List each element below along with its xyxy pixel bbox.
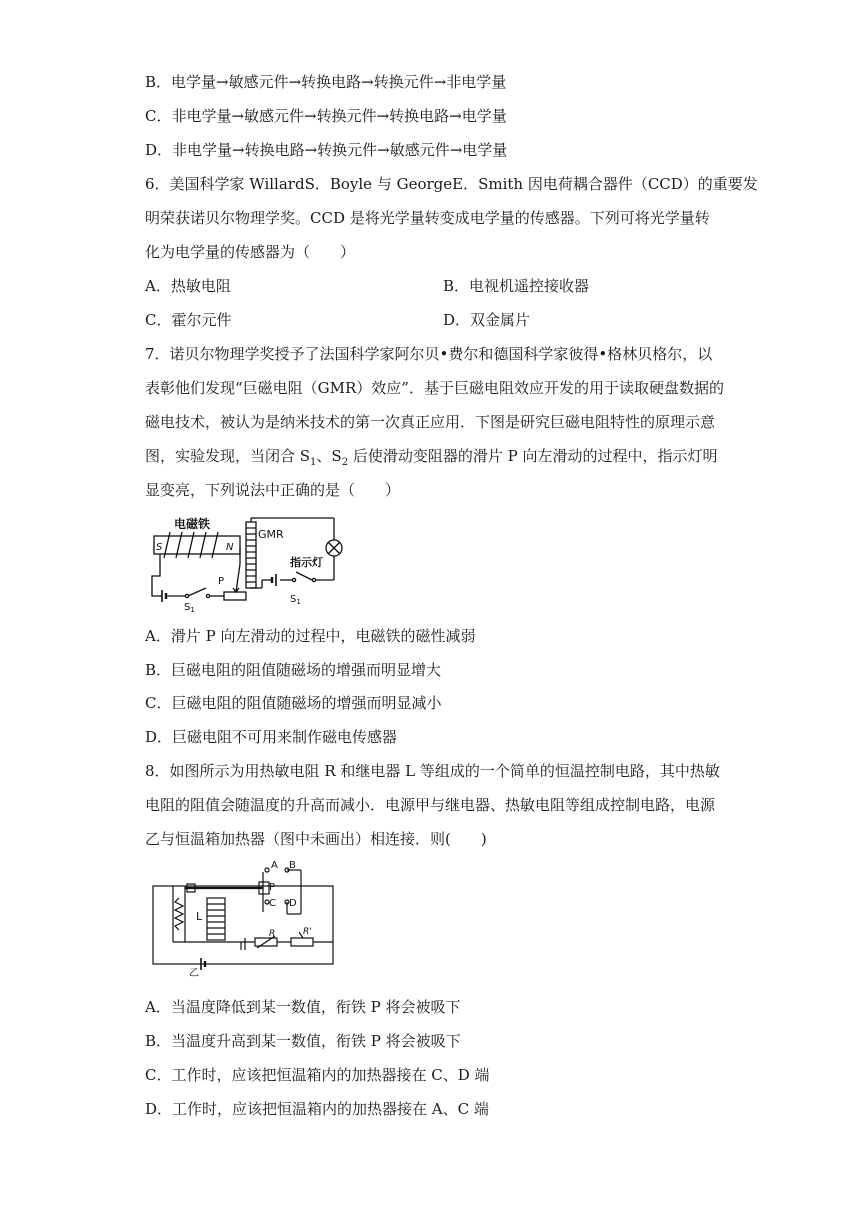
gmr-label: GMR [258,528,284,541]
armature-p-label: P [269,882,276,893]
q7-option-b: B．巨磁电阻的阻值随磁场的增强而明显增大 [145,661,442,679]
relay-l-label: L [196,910,203,923]
electromagnet-label: 电磁铁 [174,517,211,531]
q6-option-a: A．热敏电阻 [145,277,231,295]
q7-stem-line3: 磁电技术，被认为是纳米技术的第一次真正应用．下图是研究巨磁电阻特性的原理示意 [145,413,716,431]
contact-a-label: A [271,860,278,871]
q8-stem-line1: 8．如图所示为用热敏电阻 R 和继电器 L 等组成的一个简单的恒温控制电路，其中热敏 [145,762,720,780]
contact-b-label: B [289,860,296,871]
q7-stem-line4: 图，实验发现，当闭合 $S_1$、$S_2$ 后使滑动变阻器的滑片 P 向左滑动的过程中，指示灯明 [145,447,718,468]
contact-d-label: D [289,898,297,909]
contact-c-label: C [269,898,276,909]
q8-option-c: C．工作时，应该把恒温箱内的加热器接在 C、D 端 [145,1066,490,1084]
q6-stem-line2: 明荣获诺贝尔物理学奖。CCD 是将光学量转变成电学量的传感器。下列可将光学量转 [145,209,710,227]
s-pole-label: S [156,542,163,553]
switch-s2-label: $S_1$ [290,594,301,606]
q8-option-b: B．当温度升高到某一数值，衔铁 P 将会被吸下 [145,1032,461,1050]
gmr-circuit-figure [140,508,360,614]
q7-option-a: A．滑片 P 向左滑动的过程中，电磁铁的磁性减弱 [145,627,476,645]
q7-stem-line5: 显变亮，下列说法中正确的是（ ） [145,481,401,499]
q7-stem-line2: 表彰他们发现“巨磁电阻（GMR）效应”．基于巨磁电阻效应开发的用于读取硬盘数据的 [145,379,724,397]
q8-option-a: A．当温度降低到某一数值，衔铁 P 将会被吸下 [145,998,461,1016]
q5-option-b: B．电学量→敏感元件→转换电路→转换元件→非电学量 [145,73,507,91]
q6-option-c: C．霍尔元件 [145,311,232,329]
q6-option-b: B．电视机遥控接收器 [443,277,590,295]
relay-circuit-figure [145,858,345,978]
q6-option-d: D．双金属片 [443,311,531,329]
q8-option-d: D．工作时，应该把恒温箱内的加热器接在 A、C 端 [145,1100,489,1118]
q5-option-d: D．非电学量→转换电路→转换元件→敏感元件→电学量 [145,141,508,159]
q8-stem-line2: 电阻的阻值会随温度的升高而减小．电源甲与继电器、热敏电阻等组成控制电路，电源 [145,796,716,814]
rheostat-r-prime-label: R' [303,927,312,937]
q6-stem-line3: 化为电学量的传感器为（ ） [145,243,356,261]
switch-s1-label: $S_1$ [184,602,195,614]
slider-p-label: P [218,576,225,587]
source-yi-label: 乙 [189,968,199,978]
lamp-label: 指示灯 [290,556,323,569]
thermistor-r-label: R [269,929,276,939]
q5-option-c: C．非电学量→敏感元件→转换元件→转换电路→电学量 [145,107,507,125]
n-pole-label: N [226,542,234,553]
q6-stem-line1: 6．美国科学家 WillardS．Boyle 与 GeorgeE．Smith 因电荷耦合器件（CCD）的重要发 [145,175,758,193]
q7-option-c: C．巨磁电阻的阻值随磁场的增强而明显减小 [145,694,442,712]
q8-stem-line3: 乙与恒温箱加热器（图中未画出）相连接．则( ) [145,830,487,848]
q7-stem-line1: 7．诺贝尔物理学奖授予了法国科学家阿尔贝•费尔和德国科学家彼得•格林贝格尔，以 [145,345,713,363]
q7-option-d: D．巨磁电阻不可用来制作磁电传感器 [145,728,398,746]
